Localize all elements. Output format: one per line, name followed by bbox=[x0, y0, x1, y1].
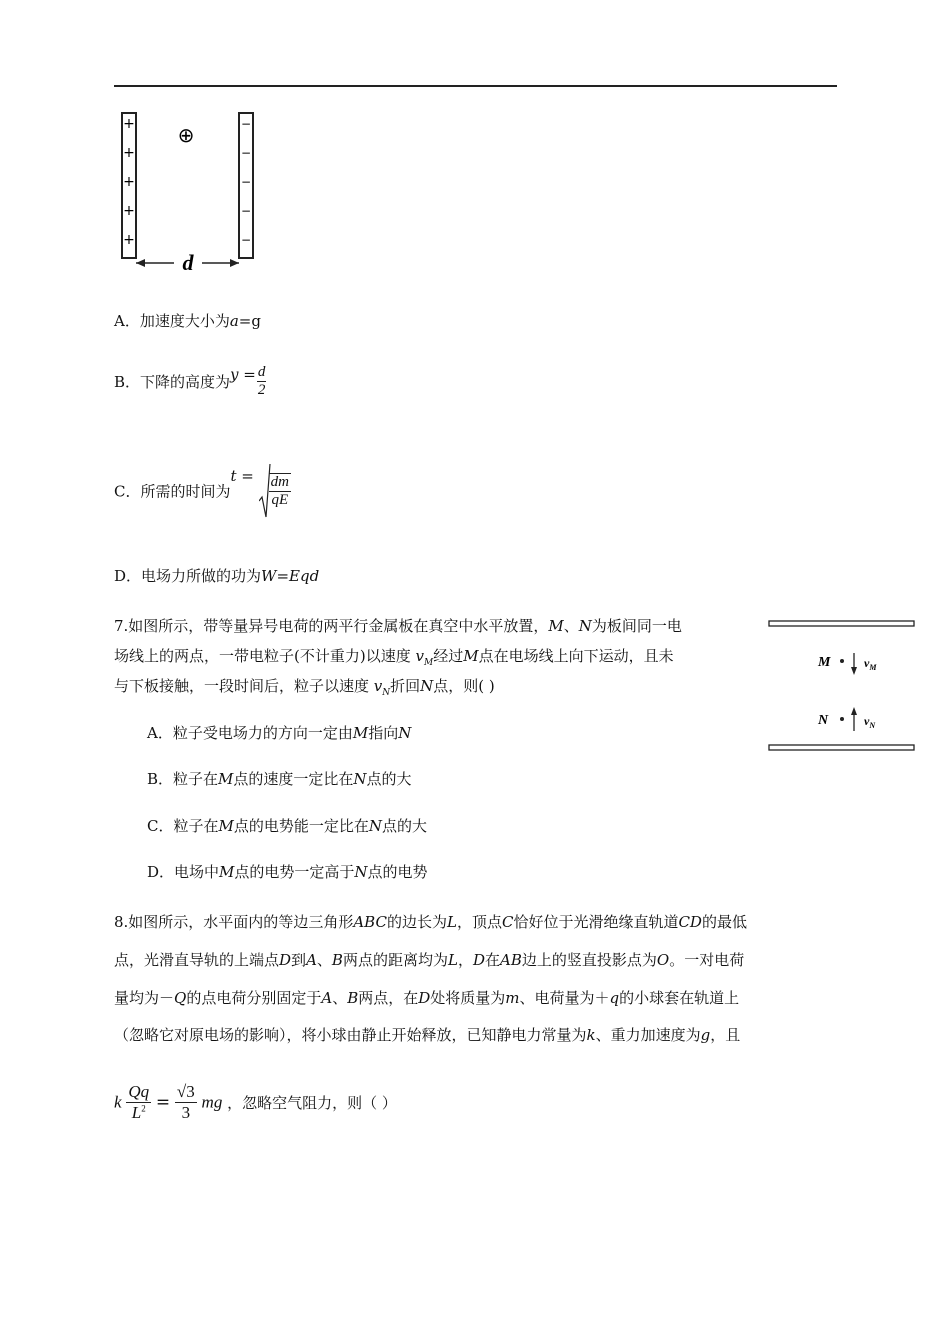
minus-sign: − bbox=[240, 146, 252, 160]
q7-option-c: C．粒子在M点的电势能一定比在N点的大 bbox=[147, 817, 427, 835]
plus-sign: + bbox=[123, 203, 135, 219]
q8-formula: k $\frac{Qq}{L^2}$ = $\frac{√3}{3}$ mg ，忽略空气阻力，则（ ） bbox=[114, 1082, 397, 1122]
minus-sign: − bbox=[240, 175, 252, 189]
minus-sign: − bbox=[240, 204, 252, 218]
upper-plate bbox=[769, 621, 914, 626]
q7-option-a: A．粒子受电场力的方向一定由M指向N bbox=[147, 724, 412, 742]
minus-sign: − bbox=[240, 233, 252, 247]
point-n-label: N bbox=[818, 713, 829, 728]
lower-plate bbox=[769, 745, 914, 750]
point-m-label: M bbox=[818, 655, 831, 670]
parallel-plates-figure bbox=[114, 105, 264, 280]
up-arrow-icon bbox=[851, 707, 857, 715]
down-arrow-icon bbox=[851, 667, 857, 675]
q7-option-b: B．粒子在M点的速度一定比在N点的大 bbox=[147, 770, 412, 788]
svg-text:vM: $v_M$ bbox=[864, 656, 877, 672]
q7-stem-line3: 与下板接触，一段时间后，粒子以速度 $v_N$折回N点，则( ) bbox=[114, 677, 495, 698]
svg-text:vN: $v_N$ bbox=[864, 714, 876, 730]
q6-option-b: B．下降的高度为y = $\frac{d}{2}$ bbox=[114, 364, 266, 398]
plus-sign: + bbox=[123, 145, 135, 161]
q6-option-c: C．所需的时间为t = $\frac{dm}{qE}$ bbox=[114, 463, 291, 519]
q6-option-a: A．加速度大小为a=g bbox=[114, 312, 261, 330]
minus-sign: − bbox=[240, 117, 252, 131]
header-rule bbox=[114, 85, 837, 87]
plus-sign: + bbox=[123, 174, 135, 190]
plus-sign: + bbox=[123, 232, 135, 248]
q8-stem-line3: 量均为－Q的点电荷分别固定于A、B两点，在D处将质量为m、电荷量为＋q的小球套在轨道上 bbox=[114, 989, 740, 1007]
q7-stem-line1: 7.如图所示，带等量异号电荷的两平行金属板在真空中水平放置，M、N为板间同一电 bbox=[114, 617, 682, 635]
q6-option-d: D．电场力所做的功为W=Eqd bbox=[114, 567, 320, 585]
q8-stem-line2: 点，光滑直导轨的上端点D到A、B两点的距离均为L，D在AB边上的竖直投影点为O。一对电荷 bbox=[114, 951, 745, 969]
q8-stem-line1: 8.如图所示，水平面内的等边三角形ABC的边长为L，顶点C恰好位于光滑绝缘直轨道CD的最低 bbox=[114, 913, 747, 931]
q8-stem-line4: （忽略它对原电场的影响），将小球由静止开始释放，已知静电力常量为k、重力加速度为g，且 bbox=[114, 1026, 741, 1044]
positive-charge-icon: ⊕ bbox=[177, 123, 195, 147]
q7-stem-line2: 场线上的两点，一带电粒子(不计重力)以速度 $v_M$经过M点在电场线上向下运动，且未 bbox=[114, 647, 674, 668]
distance-label: d bbox=[182, 250, 194, 275]
q7-plates-figure bbox=[766, 617, 918, 757]
plus-sign: + bbox=[123, 116, 135, 132]
q7-option-d: D．电场中M点的电势一定高于N点的电势 bbox=[147, 863, 428, 881]
